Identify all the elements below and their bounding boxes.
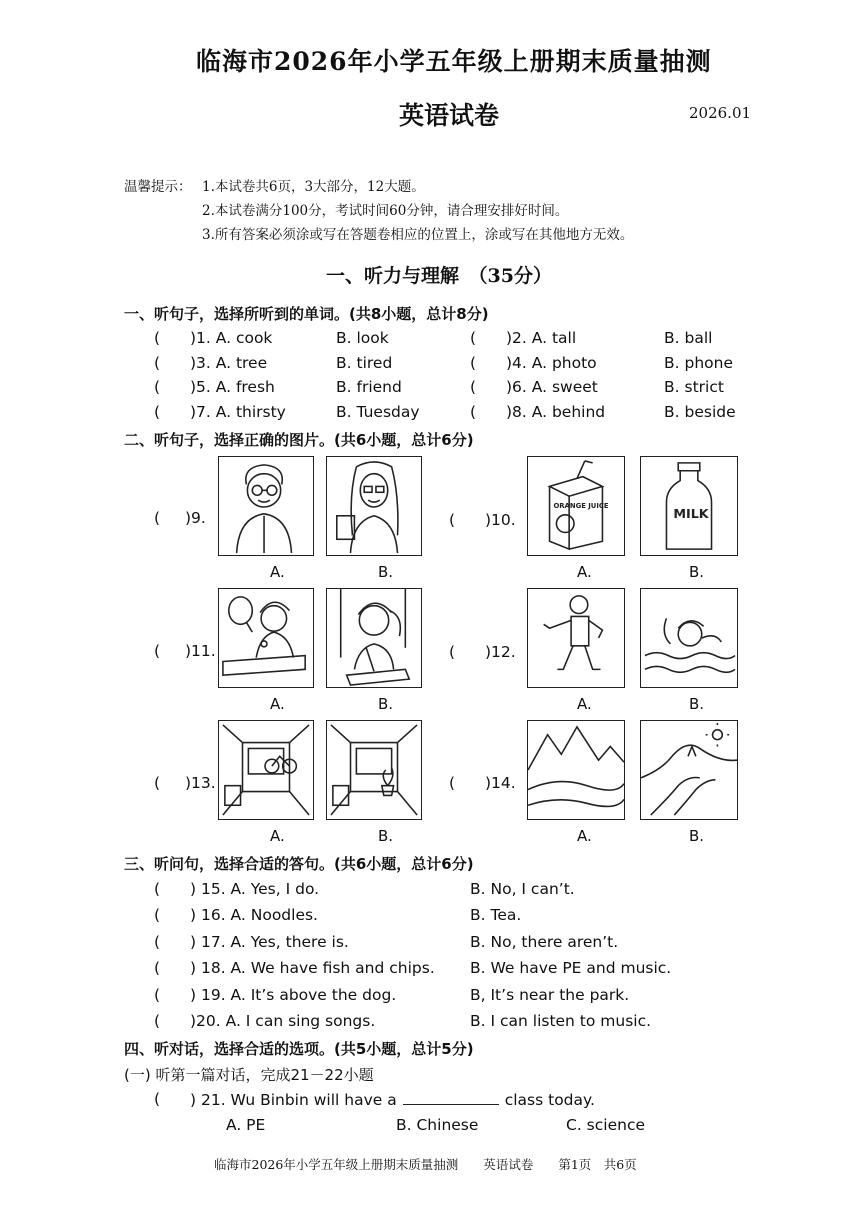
question-4-b: B. phone (664, 354, 733, 372)
section-listening-title: 一、听力与理解 （35分） (326, 265, 552, 287)
answer-paren[interactable]: ( (154, 774, 161, 792)
q9-option-a-label: A. (270, 563, 285, 581)
question-12-number: )12. (485, 643, 516, 661)
q10-option-b-label: B. (689, 563, 705, 581)
answer-paren[interactable]: ( (470, 354, 477, 372)
q14-option-a-label: A. (577, 827, 592, 845)
part3-title: 三、听问句，选择合适的答句。(共6小题，总计6分) (124, 855, 474, 873)
question-2-b: B. ball (664, 329, 713, 347)
question-21-blank[interactable] (403, 1090, 499, 1105)
question-1-b: B. look (336, 329, 389, 347)
question-20-a: )20. A. I can sing songs. (190, 1012, 376, 1030)
page-footer: 临海市2026年小学五年级上册期末质量抽测 英语试卷 第1页 共6页 (214, 1157, 637, 1172)
question-21-pre: ) 21. Wu Binbin will have a (190, 1091, 397, 1109)
answer-paren[interactable]: ( (154, 378, 161, 396)
question-7-a: )7. A. thirsty (190, 403, 286, 421)
question-14-number: )14. (485, 774, 516, 792)
boy-kung-fu-picture[interactable] (527, 588, 625, 688)
question-2-a: )2. A. tall (506, 329, 577, 347)
question-15-a: ) 15. A. Yes, I do. (190, 880, 320, 898)
question-7-b: B. Tuesday (336, 403, 420, 421)
question-21-text (190, 1090, 595, 1109)
question-21-option-b: B. Chinese (396, 1116, 479, 1134)
question-4-a: )4. A. photo (506, 354, 597, 372)
tips-line-3: 3.所有答案必须涂或写在答题卷相应的位置上，涂或写在其他地方无效。 (202, 227, 634, 243)
grandmother-picture[interactable] (218, 456, 314, 556)
question-21-option-a: A. PE (226, 1116, 266, 1134)
tips-line-1: 1.本试卷共6页，3大部分，12大题。 (202, 179, 425, 195)
answer-paren[interactable]: ( (470, 378, 477, 396)
answer-paren[interactable]: ( (154, 906, 161, 924)
part1-title: 一、听句子，选择所听到的单词。(共8小题，总计8分) (124, 305, 489, 323)
answer-paren[interactable]: ( (154, 1090, 161, 1108)
orange-juice-text: ORANGE JUICE (553, 501, 609, 510)
answer-paren[interactable]: ( (449, 643, 456, 661)
question-3-a: )3. A. tree (190, 354, 268, 372)
question-6-b: B. strict (664, 378, 724, 396)
question-21-option-c: C. science (566, 1116, 645, 1134)
answer-paren[interactable]: ( (154, 933, 161, 951)
exam-date: 2026.01 (689, 104, 752, 122)
question-16-a: ) 16. A. Noodles. (190, 906, 318, 924)
exam-title: 临海市2026年小学五年级上册期末质量抽测 (196, 47, 712, 76)
question-18-a: ) 18. A. We have fish and chips. (190, 959, 435, 977)
question-9-number: )9. (185, 509, 206, 527)
answer-paren[interactable]: ( (154, 642, 161, 660)
answer-paren[interactable]: ( (154, 329, 161, 347)
question-15-b: B. No, I can’t. (470, 880, 575, 898)
milk-bottle-picture[interactable] (640, 456, 738, 556)
q11-option-b-label: B. (378, 695, 394, 713)
q13-option-b-label: B. (378, 827, 394, 845)
river-and-hill-picture[interactable] (640, 720, 738, 820)
question-1-a: )1. A. cook (190, 329, 273, 347)
answer-paren[interactable]: ( (154, 880, 161, 898)
q11-option-a-label: A. (270, 695, 285, 713)
question-11-number: )11. (185, 642, 216, 660)
answer-paren[interactable]: ( (154, 509, 161, 527)
question-20-b: B. I can listen to music. (470, 1012, 652, 1030)
room-with-plant-picture[interactable] (326, 720, 422, 820)
question-8-a: )8. A. behind (506, 403, 606, 421)
question-21-post: class today. (504, 1091, 595, 1109)
q12-option-b-label: B. (689, 695, 705, 713)
tips-label: 温馨提示： (124, 179, 192, 195)
answer-paren[interactable]: ( (470, 329, 477, 347)
question-13-number: )13. (185, 774, 216, 792)
girl-writing-picture[interactable] (326, 588, 422, 688)
answer-paren[interactable]: ( (154, 403, 161, 421)
part4-subtitle: (一) 听第一篇对话，完成21－22小题 (124, 1066, 374, 1084)
exam-subtitle: 英语试卷 (399, 101, 500, 130)
question-3-b: B. tired (336, 354, 393, 372)
answer-paren[interactable]: ( (470, 403, 477, 421)
mountains-picture[interactable] (527, 720, 625, 820)
q13-option-a-label: A. (270, 827, 285, 845)
question-17-a: ) 17. A. Yes, there is. (190, 933, 349, 951)
answer-paren[interactable]: ( (449, 774, 456, 792)
question-5-b: B. friend (336, 378, 402, 396)
question-19-b: B, It’s near the park. (470, 986, 630, 1004)
tips-line-2: 2.本试卷满分100分，考试时间60分钟，请合理安排好时间。 (202, 203, 569, 219)
q9-option-b-label: B. (378, 563, 394, 581)
question-19-a: ) 19. A. It’s above the dog. (190, 986, 397, 1004)
q10-option-a-label: A. (577, 563, 592, 581)
part2-title: 二、听句子，选择正确的图片。(共6小题，总计6分) (124, 431, 474, 449)
question-18-b: B. We have PE and music. (470, 959, 672, 977)
milk-text: MILK (673, 506, 709, 522)
answer-paren[interactable]: ( (154, 959, 161, 977)
q14-option-b-label: B. (689, 827, 705, 845)
part4-title: 四、听对话，选择合适的选项。(共5小题，总计5分) (124, 1040, 474, 1058)
question-8-b: B. beside (664, 403, 736, 421)
question-10-number: )10. (485, 511, 516, 529)
young-teacher-picture[interactable] (326, 456, 422, 556)
answer-paren[interactable]: ( (154, 1012, 161, 1030)
girl-ping-pong-picture[interactable] (218, 588, 314, 688)
answer-paren[interactable]: ( (154, 354, 161, 372)
boy-swimming-picture[interactable] (640, 588, 738, 688)
question-17-b: B. No, there aren’t. (470, 933, 619, 951)
question-16-b: B. Tea. (470, 906, 522, 924)
q12-option-a-label: A. (577, 695, 592, 713)
question-6-a: )6. A. sweet (506, 378, 598, 396)
orange-juice-box-picture[interactable] (527, 456, 625, 556)
question-5-a: )5. A. fresh (190, 378, 275, 396)
room-with-bike-picture[interactable] (218, 720, 314, 820)
answer-paren[interactable]: ( (449, 511, 456, 529)
answer-paren[interactable]: ( (154, 986, 161, 1004)
